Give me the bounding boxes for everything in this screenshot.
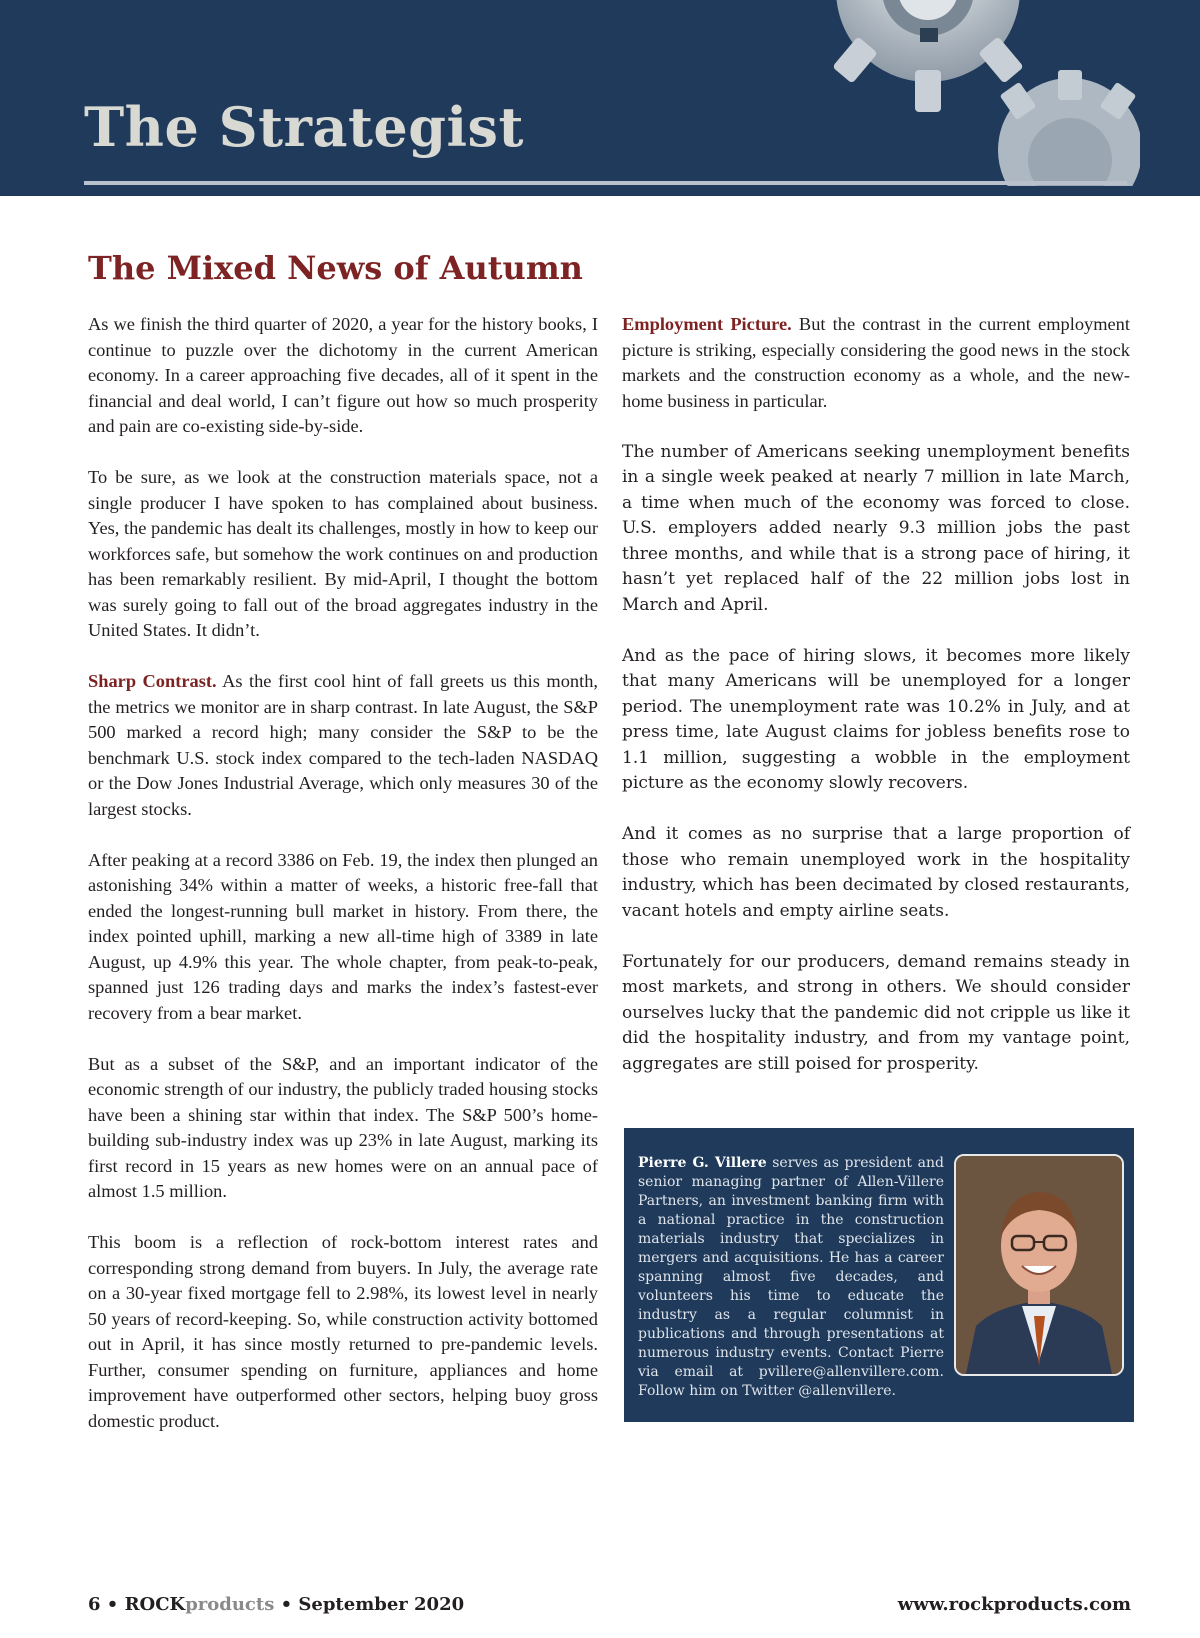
gear-illustration (820, 0, 1140, 186)
section-lead: Sharp Contrast. (88, 671, 217, 691)
author-bio-box (624, 1128, 1134, 1422)
footer-issue-info: 6 • ROCKproducts • September 2020 (88, 1594, 465, 1615)
column-title: The Strategist (84, 95, 524, 159)
paragraph: But as a subset of the S&P, and an important indicator of the economic strength of our industry, the publicly traded housing stocks have been a shining star within that index. The S&P 500’s home-building sub-industry index was up 23% in late August, marking its first record in 15 years as new homes were on an annual pace of almost 1.5 million. (88, 1053, 598, 1201)
header-banner (0, 0, 1200, 196)
paragraph: And it comes as no surprise that a large proportion of those who remain unemployed work in the hospitality industry, which has been decimated by closed restaurants, vacant hotels and empty airline seats. (622, 824, 1130, 921)
page-footer (88, 1594, 1131, 1618)
paragraph: This boom is a reflection of rock-bottom interest rates and corresponding strong demand from buyers. In July, the average rate on a 30-year fixed mortgage fell to 2.98%, its lowest level in nearly 50 years of record-keeping. So, while construction activity bottomed out in April, it has since mostly returned to pre-pandemic levels. Further, consumer spending on furniture, appliances and home improvement have outperformed other sectors, helping buoy gross domestic product. (88, 1232, 598, 1431)
article-headline: The Mixed News of Autumn (88, 249, 583, 287)
author-portrait-icon (956, 1156, 1122, 1374)
paragraph: The number of Americans seeking unemployment benefits in a single week peaked at nearly 7 million in late March, a time when much of the economy was forced to close. U.S. employers added nearly 9.3 million jobs the past three months, and while that is a strong pace of hiring, it hasn’t yet replaced half of the 22 million jobs lost in March and April. (622, 441, 1130, 615)
author-photo (954, 1154, 1124, 1376)
issue-date: September 2020 (298, 1594, 465, 1615)
paragraph: Sharp Contrast. As the first cool hint of fall greets us this month, the metrics we monitor are in sharp contrast. In late August, the S&P 500 marked a record high; many consider the S&P to be the benchmark U.S. stock index compared to the tech-laden NASDAQ or the Dow Jones Industrial Average, which only measures 30 of the largest stocks. (88, 671, 598, 819)
right-column (622, 312, 1130, 1103)
paragraph: And as the pace of hiring slows, it becomes more likely that many Americans will be unemployed for a longer period. The unemployment rate was 10.2% in July, and at press time, late August claims for jobless benefits rose to 1.1 million, suggesting a wobble in the employment picture as the economy slowly recovers. (622, 645, 1130, 793)
small-gear-icon (998, 70, 1140, 186)
paragraph: After peaking at a record 3386 on Feb. 19, the index then plunged an astonishing 34% within a matter of weeks, a historic free-fall that ended the longest-running bull market in history. From there, the index pointed uphill, marking a new all-time high of 3389 in late August, up 4.9% this year. The whole chapter, from peak-to-peak, spanned just 126 trading days and marks the index’s fastest-ever recovery from a bear market. (88, 849, 598, 1023)
brand-name: ROCK (124, 1594, 186, 1615)
author-bio: Pierre G. Villere serves as president and senior managing partner of Allen-Villere Partners, an investment banking firm with a national practice in the construction materials industry that specializes in mergers and acquisitions. He has a career spanning almost five decades, and volunteers his time to educate the industry as a regular columnist in publications and through presentations at numerous industry events. Contact Pierre via email at pvillere@allenvillere.com. Follow him on Twitter @allenvillere. (638, 1155, 944, 1399)
paragraph: Employment Picture. But the contrast in the current employment picture is striking, especially considering the good news in the stock markets and the construction economy as a whole, and the new-home business in particular. (622, 314, 1130, 411)
left-column (88, 312, 598, 1460)
footer-website[interactable]: www.rockproducts.com (897, 1594, 1131, 1615)
title-rule (84, 181, 1127, 185)
author-name: Pierre G. Villere (638, 1155, 767, 1171)
section-lead: Employment Picture. (622, 314, 792, 334)
large-gear-icon (832, 0, 1024, 112)
paragraph: To be sure, as we look at the construction materials space, not a single producer I have spoken to has complained about business. Yes, the pandemic has dealt its challenges, mostly in how to keep our workforces safe, but somehow the work continues on and production has been remarkably resilient. By mid-April, I thought the bottom was surely going to fall out of the broad aggregates industry in the United States. It didn’t. (88, 467, 598, 640)
page-number: 6 (88, 1594, 101, 1615)
paragraph: Fortunately for our producers, demand remains steady in most markets, and strong in others. We should consider ourselves lucky that the pandemic did not cripple us like it did the hospitality industry, and from my vantage point, aggregates are still poised for prosperity. (622, 951, 1130, 1074)
paragraph: As we finish the third quarter of 2020, a year for the history books, I continue to puzzle over the dichotomy in the current American economy. In a career approaching five decades, all of it spent in the financial and deal world, I can’t figure out how so much prosperity and pain are co-existing side-by-side. (88, 314, 598, 436)
